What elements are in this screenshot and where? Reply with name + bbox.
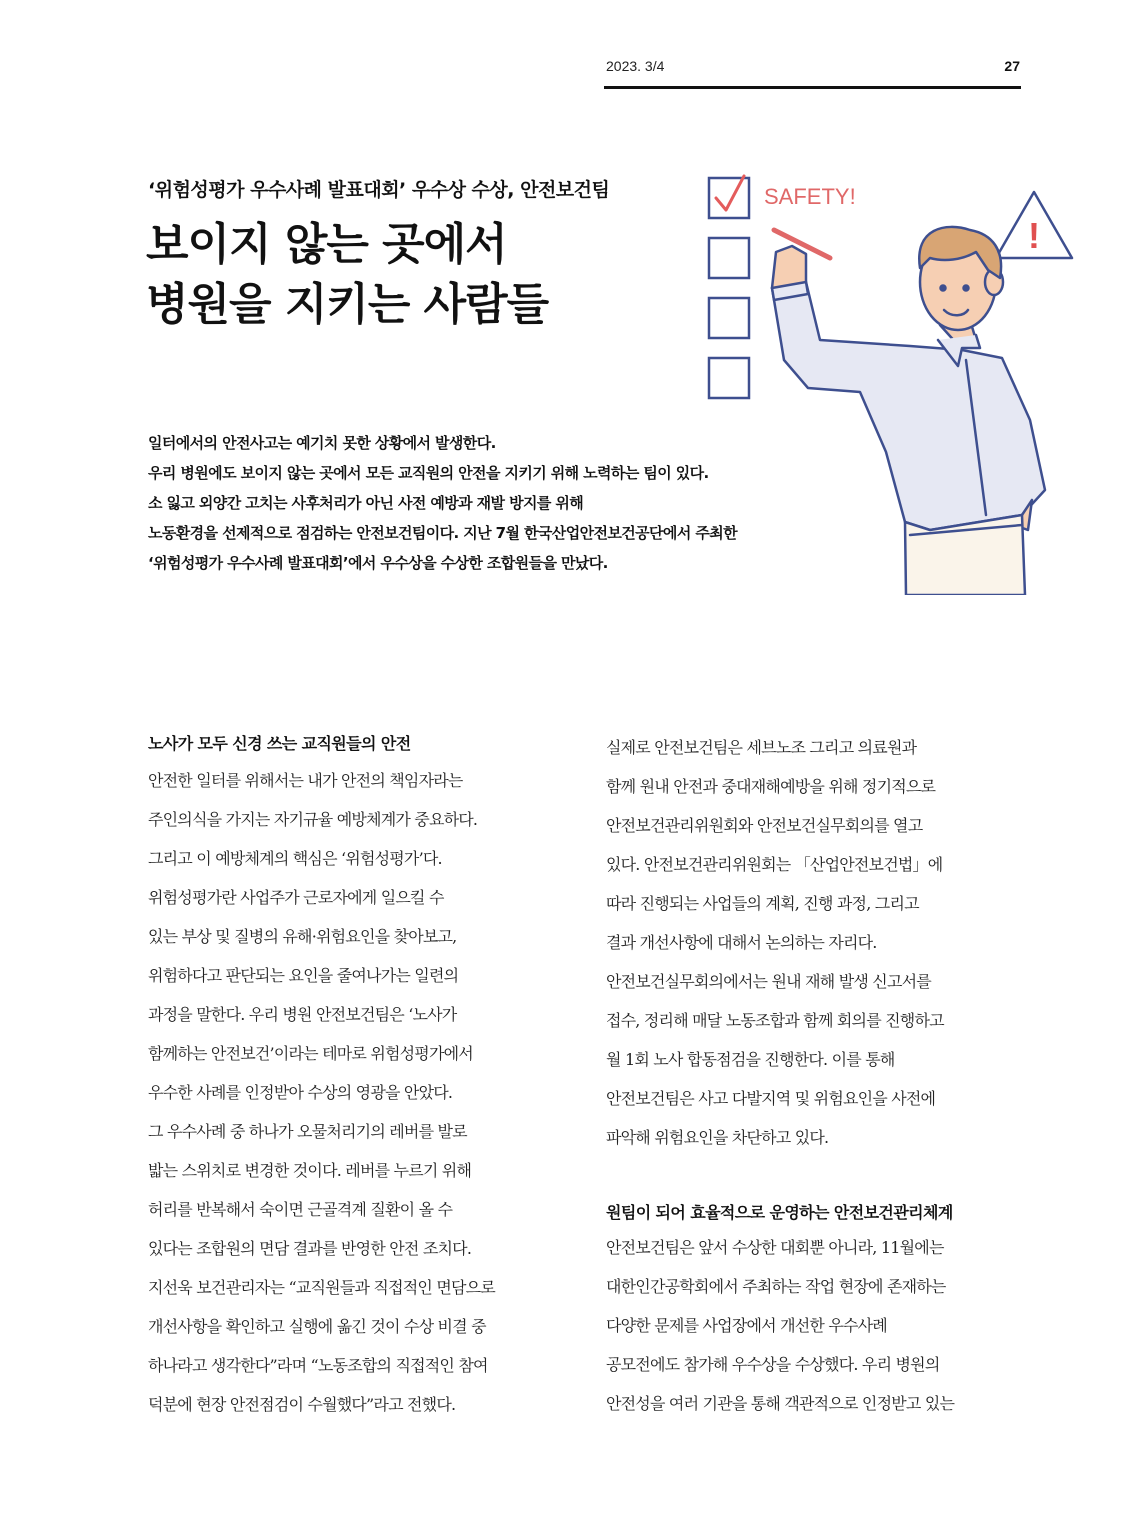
body-line: 그리고 이 예방체계의 핵심은 ‘위험성평가’다. xyxy=(148,849,442,868)
body-line: 함께하는 안전보건’이라는 테마로 위험성평가에서 xyxy=(148,1044,473,1063)
body-line: 하나라고 생각한다”라며 “노동조합의 직접적인 참여 xyxy=(148,1356,488,1375)
checkbox-icon xyxy=(709,298,749,338)
header-divider xyxy=(604,86,1021,89)
body-line: 안전보건실무회의에서는 원내 재해 발생 신고서를 xyxy=(606,972,931,991)
body-line: 개선사항을 확인하고 실행에 옮긴 것이 수상 비결 중 xyxy=(148,1317,486,1336)
title-line: 보이지 않는 곳에서 xyxy=(146,219,507,270)
right-column xyxy=(606,728,1026,1423)
section-heading: 노사가 모두 신경 쓰는 교직원들의 안전 xyxy=(148,734,411,753)
lead-line: 소 잃고 외양간 고치는 사후처리가 아닌 사전 예방과 재발 방지를 위해 xyxy=(148,494,584,512)
body-line: 따라 진행되는 사업들의 계획, 진행 과정, 그리고 xyxy=(606,894,919,913)
body-line: 있다. 안전보건관리위원회는 「산업안전보건법」에 xyxy=(606,855,943,874)
warning-icon xyxy=(996,192,1072,258)
safety-illustration xyxy=(700,170,1100,595)
page-number: 27 xyxy=(1004,58,1020,74)
man-figure-icon xyxy=(772,227,1045,595)
lead-line: 일터에서의 안전사고는 예기치 못한 상황에서 발생한다. xyxy=(148,434,496,452)
lead-line: ‘위험성평가 우수사례 발표대회’에서 우수상을 수상한 조합원들을 만났다. xyxy=(148,554,608,572)
body-line: 안전보건관리위원회와 안전보건실무회의를 열고 xyxy=(606,816,923,835)
title-line: 병원을 지키는 사람들 xyxy=(146,279,549,330)
body-line: 있는 부상 및 질병의 유해·위험요인을 찾아보고, xyxy=(148,927,457,946)
svg-text:!: ! xyxy=(1028,215,1040,256)
body-line: 다양한 문제를 사업장에서 개선한 우수사례 xyxy=(606,1316,887,1335)
body-line: 허리를 반복해서 숙이면 근골격계 질환이 올 수 xyxy=(148,1200,453,1219)
body-line: 안전보건팀은 사고 다발지역 및 위험요인을 사전에 xyxy=(606,1089,936,1108)
section-body xyxy=(606,1228,1026,1423)
body-line: 파악해 위험요인을 차단하고 있다. xyxy=(606,1128,829,1147)
body-line: 결과 개선사항에 대해서 논의하는 자리다. xyxy=(606,933,877,952)
section-body xyxy=(606,728,1026,1157)
issue-date: 2023. 3/4 xyxy=(606,58,665,74)
checkbox-icon xyxy=(709,358,749,398)
body-line: 주인의식을 가지는 자기규율 예방체계가 중요하다. xyxy=(148,810,478,829)
article-title xyxy=(146,215,548,335)
body-line: 대한인간공학회에서 주최하는 작업 현장에 존재하는 xyxy=(606,1277,946,1296)
body-line: 위험하다고 판단되는 요인을 줄여나가는 일련의 xyxy=(148,966,459,985)
body-line: 공모전에도 참가해 우수상을 수상했다. 우리 병원의 xyxy=(606,1355,940,1374)
body-line: 접수, 정리해 매달 노동조합과 함께 회의를 진행하고 xyxy=(606,1011,944,1030)
section-spacer xyxy=(606,1157,1026,1197)
body-line: 안전한 일터를 위해서는 내가 안전의 책임자라는 xyxy=(148,771,463,790)
body-line: 월 1회 노사 합동점검을 진행한다. 이를 통해 xyxy=(606,1050,895,1069)
article-subtitle: ‘위험성평가 우수사례 발표대회’ 우수상 수상, 안전보건팀 xyxy=(148,179,610,201)
body-line: 우수한 사례를 인정받아 수상의 영광을 안았다. xyxy=(148,1083,453,1102)
body-line: 과정을 말한다. 우리 병원 안전보건팀은 ‘노사가 xyxy=(148,1005,457,1024)
body-line: 안전보건팀은 앞서 수상한 대회뿐 아니라, 11월에는 xyxy=(606,1238,944,1257)
safety-badge-text: SAFETY! xyxy=(764,184,856,209)
body-line: 덕분에 현장 안전점검이 수월했다”라고 전했다. xyxy=(148,1395,456,1414)
body-line: 그 우수사례 중 하나가 오물처리기의 레버를 발로 xyxy=(148,1122,467,1141)
body-line: 위험성평가란 사업주가 근로자에게 일으킬 수 xyxy=(148,888,444,907)
lead-line: 노동환경을 선제적으로 점검하는 안전보건팀이다. 지난 7월 한국산업안전보건공단에서 주최한 xyxy=(148,524,738,542)
body-line: 실제로 안전보건팀은 세브노조 그리고 의료원과 xyxy=(606,738,917,757)
body-line: 밟는 스위치로 변경한 것이다. 레버를 누르기 위해 xyxy=(148,1161,472,1180)
checkbox-checked-icon xyxy=(709,176,749,218)
body-line: 지선욱 보건관리자는 “교직원들과 직접적인 면담으로 xyxy=(148,1278,495,1297)
body-line: 함께 원내 안전과 중대재해예방을 위해 정기적으로 xyxy=(606,777,936,796)
section-heading: 원팀이 되어 효율적으로 운영하는 안전보건관리체계 xyxy=(606,1203,953,1222)
left-column xyxy=(148,728,568,1424)
checkbox-icon xyxy=(709,238,749,278)
body-line: 안전성을 여러 기관을 통해 객관적으로 인정받고 있는 xyxy=(606,1394,955,1413)
section-body xyxy=(148,761,568,1424)
lead-line: 우리 병원에도 보이지 않는 곳에서 모든 교직원의 안전을 지키기 위해 노력하는 팀이 있다. xyxy=(148,464,709,482)
body-line: 있다는 조합원의 면담 결과를 반영한 안전 조치다. xyxy=(148,1239,472,1258)
